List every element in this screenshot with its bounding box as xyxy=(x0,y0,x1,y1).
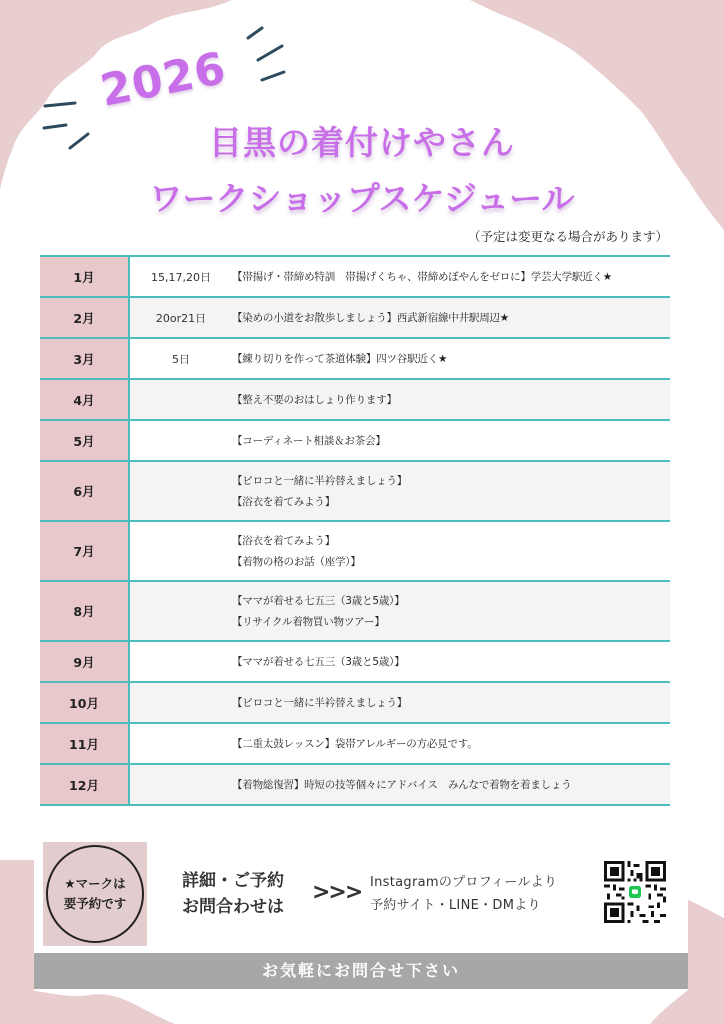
date-cell: 20or21日 xyxy=(129,297,232,338)
month-cell: 11月 xyxy=(40,723,129,764)
table-row xyxy=(40,297,670,338)
table-row xyxy=(40,581,670,641)
year-heading: 2026 xyxy=(96,42,231,117)
month-cell: 6月 xyxy=(40,461,129,521)
event-text: 【帯揚げ・帯締め特訓 帯揚げくちゃ、帯締めぼやんをゼロに】学芸大学駅近く★ xyxy=(232,271,613,283)
table-row xyxy=(40,420,670,461)
events-cell xyxy=(232,641,670,682)
event-text: 【練り切りを作って茶道体験】四ツ谷駅近く★ xyxy=(232,353,448,365)
event-text: 【ママが着せる七五三（3歳と5歳）】 xyxy=(232,656,405,668)
month-cell: 4月 xyxy=(40,379,129,420)
table-row xyxy=(40,379,670,420)
month-cell: 7月 xyxy=(40,521,129,581)
month-cell: 1月 xyxy=(40,256,129,297)
event-text: 【二重太鼓レッスン】袋帯アレルギーの方必見です。 xyxy=(232,738,478,750)
mark-line-2: 要予約です xyxy=(63,896,127,911)
events-cell xyxy=(232,338,670,379)
event-text: 【着物総復習】時短の技等個々にアドバイス みんなで着物を着ましょう xyxy=(232,779,572,791)
table-row xyxy=(40,461,670,521)
month-cell: 3月 xyxy=(40,338,129,379)
date-cell xyxy=(129,682,232,723)
date-cell xyxy=(129,581,232,641)
month-cell: 2月 xyxy=(40,297,129,338)
event-text: 【コーディネート相談＆お茶会】 xyxy=(232,435,386,447)
date-cell: 15,17,20日 xyxy=(129,256,232,297)
events-cell xyxy=(232,581,670,641)
table-row xyxy=(40,682,670,723)
reservation-mark-circle xyxy=(46,845,144,943)
month-cell: 12月 xyxy=(40,764,129,805)
date-cell xyxy=(129,521,232,581)
table-row xyxy=(40,338,670,379)
mark-line-1: ★マークは xyxy=(64,876,126,891)
event-text: 【整え不要のおはしょり作ります】 xyxy=(232,394,397,406)
contact-info xyxy=(370,872,595,918)
event-text: 【着物の格のお話（座学）】 xyxy=(232,556,361,568)
contact-heading xyxy=(158,869,308,920)
table-row xyxy=(40,521,670,581)
events-cell xyxy=(232,682,670,723)
page-title: 目黒の着付けやさん xyxy=(209,123,515,162)
arrows-icon: >>> xyxy=(312,880,362,905)
date-cell xyxy=(129,641,232,682)
event-text: 【リサイクル着物買い物ツアー】 xyxy=(232,616,385,628)
page-subtitle: ワークショップスケジュール xyxy=(149,179,575,218)
events-cell xyxy=(232,297,670,338)
events-cell xyxy=(232,764,670,805)
table-row xyxy=(40,723,670,764)
event-text: 【染めの小道をお散歩しましょう】西武新宿線中井駅周辺★ xyxy=(232,312,510,324)
event-text: 【ピロコと一緒に半衿替えましょう】 xyxy=(232,697,408,709)
month-cell: 5月 xyxy=(40,420,129,461)
events-cell xyxy=(232,256,670,297)
schedule-note: （予定は変更なる場合があります） xyxy=(467,229,668,244)
events-cell xyxy=(232,379,670,420)
events-cell xyxy=(232,461,670,521)
event-text: 【浴衣を着てみよう】 xyxy=(232,496,335,508)
date-cell xyxy=(129,379,232,420)
contact-line-2: お問合わせは xyxy=(182,896,284,917)
date-cell xyxy=(129,420,232,461)
events-cell xyxy=(232,420,670,461)
event-text: 【ピロコと一緒に半衿替えましょう】 xyxy=(232,475,408,487)
schedule-table xyxy=(40,255,670,806)
info-line-1: Instagramのプロフィールより xyxy=(370,875,558,890)
table-row xyxy=(40,256,670,297)
reservation-mark-box xyxy=(43,842,147,946)
qr-code-icon[interactable] xyxy=(604,861,666,923)
table-row xyxy=(40,641,670,682)
info-line-2: 予約サイト・LINE・DMより xyxy=(370,897,541,913)
date-cell xyxy=(129,461,232,521)
date-cell xyxy=(129,764,232,805)
month-cell: 8月 xyxy=(40,581,129,641)
events-cell xyxy=(232,723,670,764)
event-text: 【ママが着せる七五三（3歳と5歳）】 xyxy=(232,595,405,607)
date-cell xyxy=(129,723,232,764)
month-cell: 10月 xyxy=(40,682,129,723)
month-cell: 9月 xyxy=(40,641,129,682)
contact-line-1: 詳細・ご予約 xyxy=(182,871,284,891)
event-text: 【浴衣を着てみよう】 xyxy=(232,535,335,547)
date-cell: 5日 xyxy=(129,338,232,379)
table-row xyxy=(40,764,670,805)
footer-banner: お気軽にお問合せ下さい xyxy=(34,953,688,989)
events-cell xyxy=(232,521,670,581)
